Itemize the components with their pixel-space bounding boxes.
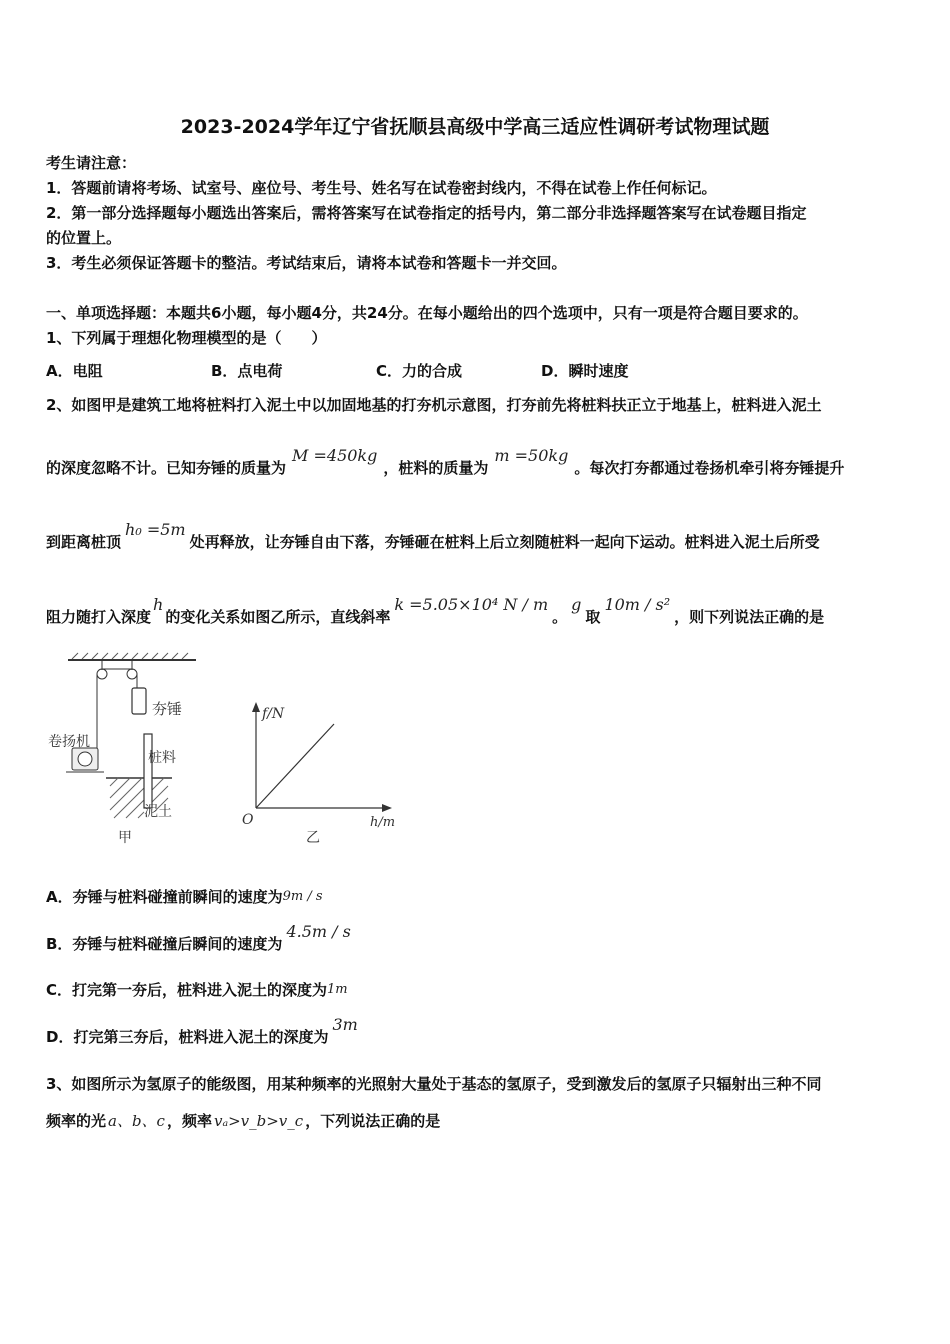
q3-text: ，下列说法正确的是	[305, 1112, 441, 1130]
q3-text: 频率的光	[46, 1112, 107, 1130]
option-text: A．夯锤与桩料碰撞前瞬间的速度为	[46, 888, 283, 906]
q2-option-a	[46, 886, 323, 907]
q2-text: 处再释放，让夯锤自由下落，夯锤砸在桩料上后立刻随桩料一起向下运动。桩料进入泥土后所受	[189, 533, 820, 551]
q2-text: 取	[585, 608, 601, 626]
notice-heading: 考生请注意：	[46, 154, 137, 172]
figure-yi	[234, 698, 404, 848]
q3-text: ，频率	[166, 1112, 212, 1130]
q2-text: 的深度忽略不计。已知夯锤的质量为	[46, 459, 287, 477]
ceiling-hatch	[72, 653, 188, 659]
pulley-right	[127, 669, 137, 679]
formula-option-d: 3m	[332, 1015, 358, 1034]
q2-line-2	[46, 446, 845, 478]
q2-text: 。	[552, 608, 568, 626]
notice-item-3: 3．考生必须保证答题卡的整洁。考试结束后，请将本试卷和答题卡一并交回。	[46, 254, 567, 272]
q2-line-1: 2、如图甲是建筑工地将桩料打入泥土中以加固地基的打夯机示意图，打夯前先将桩料扶正立于地基上，桩料进入泥土	[46, 396, 822, 414]
y-axis-arrow	[252, 702, 260, 712]
q2-text: 阻力随打入深度	[46, 608, 152, 626]
q2-text: ，则下列说法正确的是	[674, 608, 825, 626]
q2-text: 到距离桩顶	[46, 533, 122, 551]
q1-option-d: D．瞬时速度	[541, 362, 629, 380]
label-pile: 桩料	[148, 750, 176, 766]
x-axis-label: h/m	[370, 815, 396, 830]
q2-text: ，桩料的质量为	[383, 459, 489, 477]
notice-item-2-cont: 的位置上。	[46, 229, 122, 247]
formula-g: g	[571, 595, 582, 614]
q2-option-c	[46, 979, 348, 1000]
formula-option-c: 1m	[327, 982, 348, 997]
page-title: 2023-2024学年辽宁省抚顺县高级中学高三适应性调研考试物理试题	[180, 116, 770, 138]
hammer	[132, 688, 146, 714]
q2-option-b	[46, 922, 351, 954]
formula-option-b: 4.5m / s	[286, 922, 351, 941]
force-line	[256, 724, 334, 808]
notice-item-1: 1．答题前请将考场、试室号、座位号、考生号、姓名写在试卷密封线内，不得在试卷上作任何标记。	[46, 179, 717, 197]
frequency-relation: vₐ>v_b>v_c	[213, 1112, 304, 1130]
q2-option-d	[46, 1015, 358, 1047]
origin-label: O	[242, 812, 254, 828]
q3-line-2	[46, 1110, 440, 1131]
q1-option-b: B．点电荷	[211, 362, 283, 380]
figure-jia	[44, 650, 244, 850]
q2-line-4	[46, 595, 825, 627]
q2-text: 。每次打夯都通过卷扬机牵引将夯锤提升	[574, 459, 845, 477]
q1-option-c: C．力的合成	[376, 362, 463, 380]
winch-drum	[78, 752, 92, 766]
x-axis-arrow	[382, 804, 392, 812]
q2-line-3	[46, 520, 820, 552]
formula-option-a: 9m / s	[282, 889, 323, 904]
pile	[144, 734, 152, 808]
option-text: D．打完第三夯后，桩料进入泥土的深度为	[46, 1028, 329, 1046]
section-heading: 一、单项选择题：本题共6小题，每小题4分，共24分。在每小题给出的四个选项中，只有一项是符合题目要求的。	[46, 304, 808, 322]
formula-h0: h₀ =5m	[125, 520, 186, 539]
option-text: C．打完第一夯后，桩料进入泥土的深度为	[46, 981, 328, 999]
formula-M: M =450kg	[292, 446, 378, 465]
light-labels: a、b、c	[108, 1112, 165, 1130]
formula-g-value: 10m / s²	[604, 595, 671, 614]
y-axis-label: f/N	[262, 706, 285, 722]
formula-h: h	[153, 595, 164, 614]
pulley-left	[97, 669, 107, 679]
formula-m: m =50kg	[494, 446, 569, 465]
q1-stem: 1、下列属于理想化物理模型的是（ ）	[46, 329, 327, 347]
caption-yi: 乙	[306, 830, 320, 846]
q1-option-a: A．电阻	[46, 362, 103, 380]
q2-text: 的变化关系如图乙所示，直线斜率	[165, 608, 391, 626]
label-winch: 卷扬机	[48, 734, 90, 750]
q3-line-1: 3、如图所示为氢原子的能级图，用某种频率的光照射大量处于基态的氢原子，受到激发后的氢原子只辐射出三种不同	[46, 1075, 822, 1093]
formula-k: k =5.05×10⁴ N / m	[394, 595, 549, 614]
caption-jia: 甲	[118, 830, 132, 846]
label-hammer: 夯锤	[152, 700, 183, 718]
label-soil: 泥土	[144, 804, 172, 820]
notice-item-2: 2．第一部分选择题每小题选出答案后，需将答案写在试卷指定的括号内，第二部分非选择题答案写在试卷题目指定	[46, 204, 807, 222]
option-text: B．夯锤与桩料碰撞后瞬间的速度为	[46, 935, 283, 953]
